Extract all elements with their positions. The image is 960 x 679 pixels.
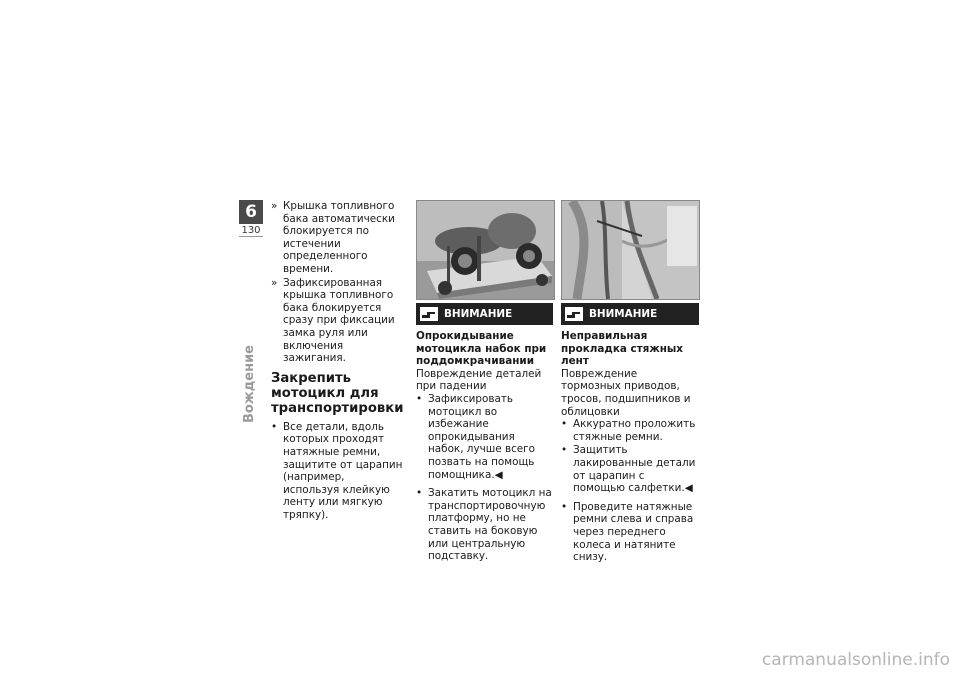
section-title: Вождение bbox=[242, 345, 257, 423]
bullet-marker: • bbox=[416, 487, 423, 500]
chapter-tab bbox=[239, 200, 263, 237]
warning-subtitle: Повреждение тормозных приводов, тросов, подшипников и облицовки bbox=[561, 367, 691, 418]
bullet-marker: • bbox=[561, 418, 568, 431]
chapter-number: 6 bbox=[239, 200, 263, 224]
list-item bbox=[271, 421, 403, 522]
bullet-marker: • bbox=[271, 420, 278, 433]
list-item bbox=[416, 393, 553, 481]
text-column-2 bbox=[416, 200, 553, 564]
item-text: Защитить лакированные детали от царапин с помощью салфетки.◀ bbox=[573, 444, 696, 495]
warning-subtitle: Повреждение деталей при падении bbox=[416, 367, 542, 393]
list-item bbox=[561, 418, 699, 443]
section-heading: Закрепить мотоцикл для транспортировки bbox=[271, 370, 404, 416]
section-title-vertical bbox=[239, 345, 263, 445]
text-column-1 bbox=[271, 200, 403, 522]
arrow-marker: » bbox=[271, 200, 278, 212]
bullet-marker: • bbox=[416, 392, 423, 405]
warning-title: Неправильная прокладка стяжных лент bbox=[561, 330, 683, 368]
bullet-marker: • bbox=[561, 444, 568, 457]
arrow-marker: » bbox=[271, 276, 278, 289]
warning-label: ВНИМАНИЕ bbox=[589, 308, 658, 320]
item-text: Зафиксированная крышка топливного бака блокируется сразу при фиксации замка руля или включения зажигания. bbox=[283, 276, 395, 365]
item-text: Крышка топливного бака автоматически блокируется по истечении определенного времени. bbox=[283, 200, 395, 275]
item-text: Зафиксировать мотоцикл во избежание опрокидывания набок, лучше всего позвать на помощь помощника.◀ bbox=[428, 392, 535, 481]
item-text: Аккуратно проложить стяжные ремни. bbox=[573, 418, 696, 443]
warning-label: ВНИМАНИЕ bbox=[444, 308, 513, 320]
warning-header bbox=[561, 303, 699, 325]
text-column-3 bbox=[561, 200, 699, 565]
list-item bbox=[561, 501, 699, 564]
front-wheel-strap-photo bbox=[561, 200, 700, 300]
warning-hand-icon bbox=[565, 307, 583, 321]
watermark: carmanualsonline.info bbox=[761, 650, 950, 670]
list-item bbox=[271, 277, 403, 365]
warning-hand-icon bbox=[420, 307, 438, 321]
page-number: 130 bbox=[239, 225, 263, 237]
item-text: Закатить мотоцикл на транспортировочную платформу, но не ставить на боковую или центральную подставку. bbox=[428, 487, 552, 563]
bullet-marker: • bbox=[561, 500, 568, 513]
list-item bbox=[271, 200, 403, 276]
warning-title: Опрокидывание мотоцикла набок при поддомкрачивании bbox=[416, 330, 547, 368]
warning-header bbox=[416, 303, 553, 325]
list-item bbox=[561, 444, 699, 494]
motorcycle-trailer-photo bbox=[416, 200, 555, 300]
list-item bbox=[416, 487, 553, 563]
item-text: Проведите натяжные ремни слева и справа через переднего колеса и натяните снизу. bbox=[573, 500, 694, 564]
item-text: Все детали, вдоль которых проходят натяжные ремни, защитите от царапин (например, используя клейкую ленту или мягкую тряпку). bbox=[283, 420, 403, 521]
